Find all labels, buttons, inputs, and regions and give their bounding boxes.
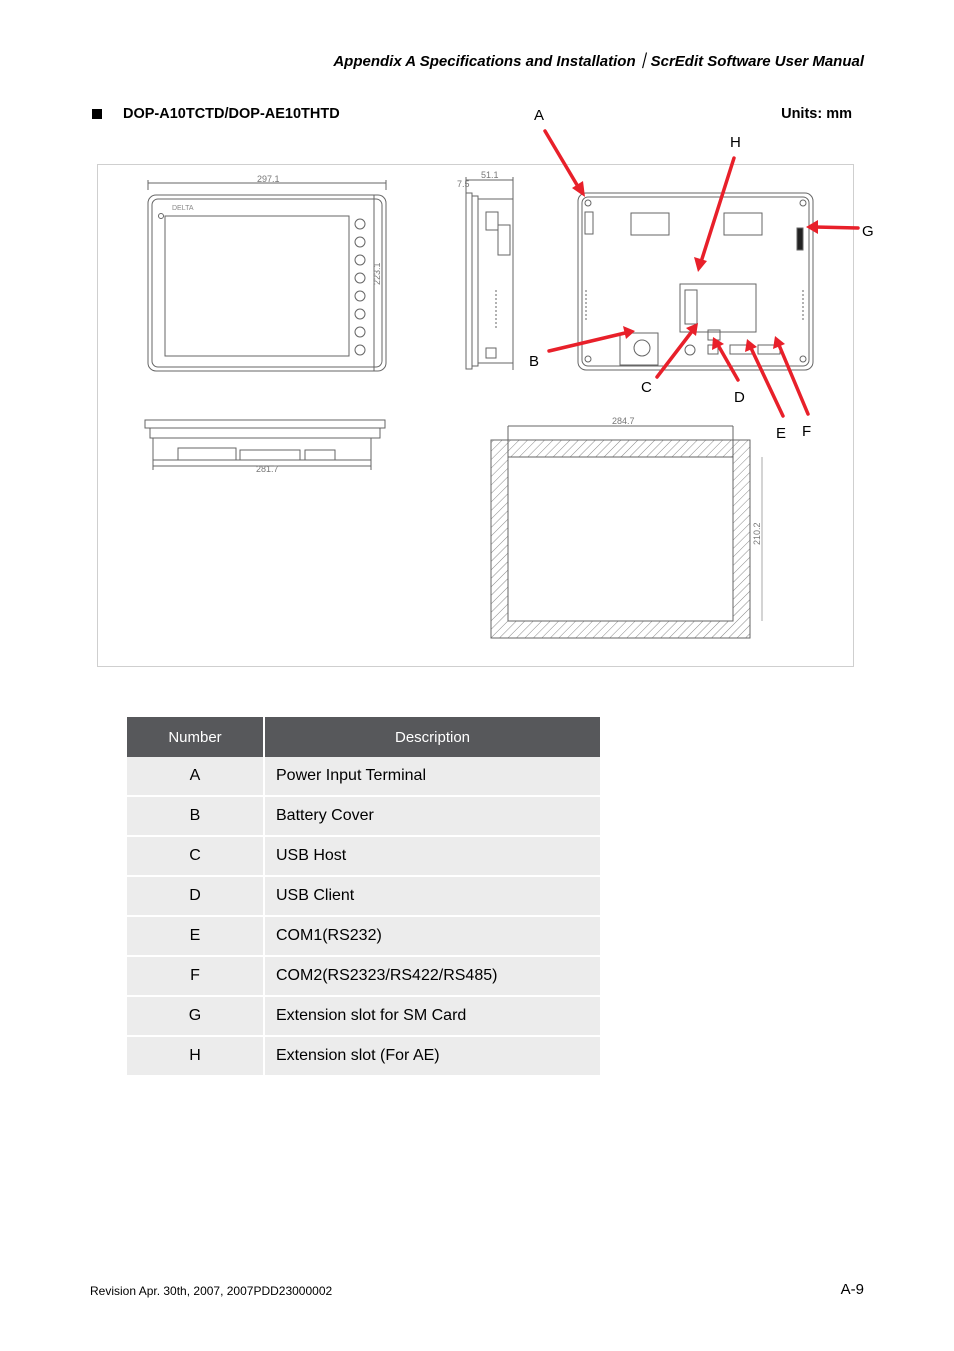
- row-number: B: [127, 796, 264, 836]
- callout-f: F: [802, 423, 812, 440]
- table-row: [127, 916, 600, 956]
- cutout-width-dimension: 284.7: [612, 416, 635, 426]
- revision-footer: Revision Apr. 30th, 2007, 2007PDD23000002: [90, 1284, 333, 1298]
- callout-d: D: [734, 389, 745, 406]
- row-description: COM2(RS2323/RS422/RS485): [264, 956, 600, 996]
- units-label: Units: mm: [781, 106, 852, 122]
- front-logo: DELTA: [172, 205, 194, 212]
- row-description: USB Host: [264, 836, 600, 876]
- table-header-row: [127, 717, 600, 757]
- row-number: D: [127, 876, 264, 916]
- front-width-dimension: 297.1: [257, 174, 280, 184]
- callout-g: G: [862, 223, 874, 240]
- cutout-height-dimension: 210.2: [752, 522, 762, 545]
- callout-h: H: [730, 134, 741, 151]
- table-row: [127, 1036, 600, 1076]
- header-description: Description: [264, 717, 600, 757]
- side-depth-dimension: 51.1: [481, 170, 499, 180]
- row-number: F: [127, 956, 264, 996]
- row-description: Extension slot (For AE): [264, 1036, 600, 1076]
- model-heading: [92, 106, 852, 126]
- row-number: C: [127, 836, 264, 876]
- table-row: [127, 996, 600, 1036]
- callout-a: A: [534, 107, 545, 124]
- row-description: USB Client: [264, 876, 600, 916]
- header-number: Number: [127, 717, 264, 757]
- component-table: [127, 717, 600, 1077]
- table-row: [127, 876, 600, 916]
- page-header: Appendix A Specifications and Installation｜ScrEdit Software User Manual: [333, 53, 864, 70]
- row-number: G: [127, 996, 264, 1036]
- callout-c: C: [641, 379, 652, 396]
- table-row: [127, 836, 600, 876]
- front-height-dimension: 223.1: [372, 262, 382, 285]
- row-description: Battery Cover: [264, 796, 600, 836]
- bottom-width-dimension: 281.7: [256, 464, 279, 474]
- row-description: Power Input Terminal: [264, 757, 600, 796]
- square-bullet-icon: [92, 109, 102, 119]
- table-row: [127, 796, 600, 836]
- row-description: COM1(RS232): [264, 916, 600, 956]
- dimension-figure-frame: [97, 164, 854, 667]
- table-row: [127, 956, 600, 996]
- table-row: [127, 757, 600, 796]
- row-number: A: [127, 757, 264, 796]
- row-description: Extension slot for SM Card: [264, 996, 600, 1036]
- row-number: E: [127, 916, 264, 956]
- model-name: DOP-A10TCTD/DOP-AE10THTD: [123, 106, 340, 122]
- side-flange-dimension: 7.5: [457, 179, 470, 189]
- callout-b: B: [529, 353, 540, 370]
- row-number: H: [127, 1036, 264, 1076]
- page-number: A-9: [840, 1281, 864, 1298]
- callout-e: E: [776, 425, 787, 442]
